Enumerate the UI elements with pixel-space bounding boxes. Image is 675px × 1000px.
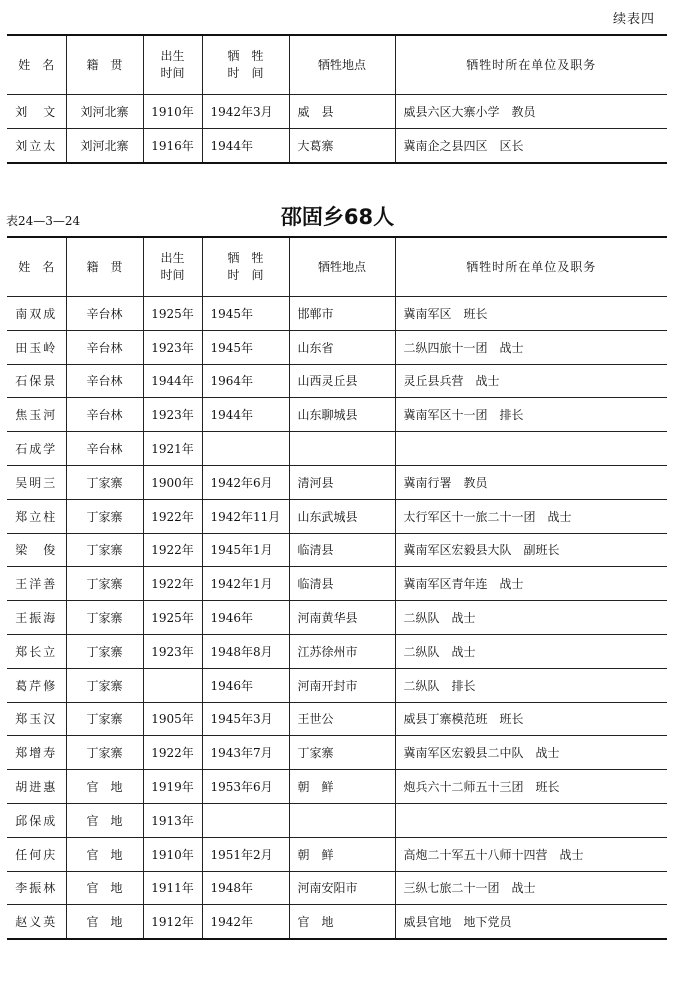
header-row bbox=[7, 35, 667, 95]
cell-unit: 冀南军区宏毅县大队 副班长 bbox=[395, 533, 667, 567]
cell-origin: 官 地 bbox=[66, 871, 143, 905]
cell-unit: 冀南军区十一团 排长 bbox=[395, 398, 667, 432]
cell-death-time: 1946年 bbox=[202, 601, 289, 635]
cell-name: 刘立太 bbox=[7, 129, 66, 164]
cell-origin: 辛台林 bbox=[66, 297, 143, 331]
cell-death-time: 1942年11月 bbox=[202, 499, 289, 533]
cell-unit: 冀南企之县四区 区长 bbox=[395, 129, 667, 164]
cell-birth bbox=[143, 668, 202, 702]
cell-death-time: 1945年3月 bbox=[202, 702, 289, 736]
cell-death-time: 1942年 bbox=[202, 905, 289, 939]
table-row bbox=[7, 736, 667, 770]
cell-birth: 1921年 bbox=[143, 432, 202, 466]
cell-birth: 1922年 bbox=[143, 567, 202, 601]
table-row bbox=[7, 770, 667, 804]
cell-death-place: 江苏徐州市 bbox=[289, 634, 395, 668]
cell-origin: 丁家寨 bbox=[66, 567, 143, 601]
cell-origin: 丁家寨 bbox=[66, 499, 143, 533]
cell-name: 焦玉河 bbox=[7, 398, 66, 432]
table-row bbox=[7, 702, 667, 736]
table-number: 表24—3—24 bbox=[6, 214, 81, 228]
cell-unit: 威县六区大寨小学 教员 bbox=[395, 95, 667, 129]
cell-unit: 高炮二十军五十八师十四营 战士 bbox=[395, 837, 667, 871]
header-death-place: 牺牲地点 bbox=[289, 237, 395, 297]
cell-death-place: 清河县 bbox=[289, 465, 395, 499]
cell-death-place: 临清县 bbox=[289, 567, 395, 601]
cell-death-place: 山西灵丘县 bbox=[289, 364, 395, 398]
cell-unit: 冀南行署 教员 bbox=[395, 465, 667, 499]
cell-origin: 官 地 bbox=[66, 837, 143, 871]
table-continued bbox=[7, 34, 667, 164]
cell-birth: 1922年 bbox=[143, 499, 202, 533]
cell-death-time bbox=[202, 432, 289, 466]
cell-death-time: 1948年 bbox=[202, 871, 289, 905]
cell-death-time: 1942年6月 bbox=[202, 465, 289, 499]
cell-name: 石成学 bbox=[7, 432, 66, 466]
cell-name: 郑玉汉 bbox=[7, 702, 66, 736]
cell-origin: 丁家寨 bbox=[66, 533, 143, 567]
header-unit: 牺牲时所在单位及职务 bbox=[395, 237, 667, 297]
cell-death-place: 朝 鲜 bbox=[289, 837, 395, 871]
cell-birth: 1910年 bbox=[143, 95, 202, 129]
table-row bbox=[7, 432, 667, 466]
cell-death-place: 朝 鲜 bbox=[289, 770, 395, 804]
cell-birth: 1925年 bbox=[143, 297, 202, 331]
cell-origin: 丁家寨 bbox=[66, 465, 143, 499]
cell-origin: 刘河北寨 bbox=[66, 129, 143, 164]
cell-unit: 威县官地 地下党员 bbox=[395, 905, 667, 939]
cell-unit: 二纵四旅十一团 战士 bbox=[395, 330, 667, 364]
cell-unit: 二纵队 战士 bbox=[395, 601, 667, 635]
cell-birth: 1923年 bbox=[143, 398, 202, 432]
cell-unit bbox=[395, 432, 667, 466]
cell-death-place: 大葛寨 bbox=[289, 129, 395, 164]
table-row bbox=[7, 533, 667, 567]
cell-birth: 1925年 bbox=[143, 601, 202, 635]
cell-death-time: 1944年 bbox=[202, 398, 289, 432]
cell-name: 邱保成 bbox=[7, 803, 66, 837]
cell-death-place: 山东聊城县 bbox=[289, 398, 395, 432]
cell-unit bbox=[395, 803, 667, 837]
table-row bbox=[7, 601, 667, 635]
cell-name: 葛芹修 bbox=[7, 668, 66, 702]
cell-death-time: 1964年 bbox=[202, 364, 289, 398]
cell-death-time: 1946年 bbox=[202, 668, 289, 702]
cell-death-time bbox=[202, 803, 289, 837]
cell-birth: 1923年 bbox=[143, 330, 202, 364]
cell-death-place bbox=[289, 432, 395, 466]
cell-birth: 1900年 bbox=[143, 465, 202, 499]
header-row bbox=[7, 237, 667, 297]
table-main bbox=[7, 236, 667, 940]
cell-unit: 冀南军区 班长 bbox=[395, 297, 667, 331]
cell-unit: 二纵队 排长 bbox=[395, 668, 667, 702]
cell-birth: 1910年 bbox=[143, 837, 202, 871]
cell-death-place: 丁家寨 bbox=[289, 736, 395, 770]
header-death-place: 牺牲地点 bbox=[289, 35, 395, 95]
cell-death-place: 邯郸市 bbox=[289, 297, 395, 331]
cell-origin: 丁家寨 bbox=[66, 702, 143, 736]
cell-origin: 辛台林 bbox=[66, 364, 143, 398]
cell-origin: 官 地 bbox=[66, 905, 143, 939]
table-row bbox=[7, 905, 667, 939]
cell-birth: 1912年 bbox=[143, 905, 202, 939]
cell-birth: 1913年 bbox=[143, 803, 202, 837]
cell-death-time: 1951年2月 bbox=[202, 837, 289, 871]
cell-death-time: 1945年 bbox=[202, 330, 289, 364]
cell-origin: 辛台林 bbox=[66, 432, 143, 466]
cell-birth: 1916年 bbox=[143, 129, 202, 164]
continuation-label: 续表四 bbox=[612, 12, 655, 27]
cell-death-place: 王世公 bbox=[289, 702, 395, 736]
cell-name: 王洋善 bbox=[7, 567, 66, 601]
cell-origin: 官 地 bbox=[66, 770, 143, 804]
cell-birth: 1922年 bbox=[143, 533, 202, 567]
cell-name: 梁 俊 bbox=[7, 533, 66, 567]
cell-unit: 炮兵六十二师五十三团 班长 bbox=[395, 770, 667, 804]
cell-origin: 丁家寨 bbox=[66, 668, 143, 702]
cell-name: 吴明三 bbox=[7, 465, 66, 499]
cell-birth: 1911年 bbox=[143, 871, 202, 905]
cell-death-time: 1943年7月 bbox=[202, 736, 289, 770]
table-row bbox=[7, 668, 667, 702]
cell-unit: 威县丁寨模范班 班长 bbox=[395, 702, 667, 736]
cell-death-time: 1953年6月 bbox=[202, 770, 289, 804]
cell-name: 田玉岭 bbox=[7, 330, 66, 364]
table-row bbox=[7, 364, 667, 398]
table-row bbox=[7, 465, 667, 499]
table-row bbox=[7, 398, 667, 432]
table-row bbox=[7, 803, 667, 837]
cell-origin: 丁家寨 bbox=[66, 634, 143, 668]
header-death-time: 牺 牲 时 间 bbox=[202, 237, 289, 297]
cell-name: 石保景 bbox=[7, 364, 66, 398]
cell-origin: 丁家寨 bbox=[66, 736, 143, 770]
cell-origin: 丁家寨 bbox=[66, 601, 143, 635]
cell-death-time: 1948年8月 bbox=[202, 634, 289, 668]
table-title: 邵固乡68人 bbox=[280, 205, 395, 229]
header-name: 姓 名 bbox=[7, 35, 66, 95]
table-row bbox=[7, 499, 667, 533]
cell-origin: 刘河北寨 bbox=[66, 95, 143, 129]
table-row bbox=[7, 95, 667, 129]
cell-birth: 1923年 bbox=[143, 634, 202, 668]
header-origin: 籍 贯 bbox=[66, 35, 143, 95]
cell-name: 李振林 bbox=[7, 871, 66, 905]
cell-name: 王振海 bbox=[7, 601, 66, 635]
table-row bbox=[7, 567, 667, 601]
cell-death-place: 河南开封市 bbox=[289, 668, 395, 702]
cell-death-place: 河南黄华县 bbox=[289, 601, 395, 635]
cell-death-time: 1945年 bbox=[202, 297, 289, 331]
cell-name: 刘 文 bbox=[7, 95, 66, 129]
cell-death-time: 1944年 bbox=[202, 129, 289, 164]
cell-name: 赵义英 bbox=[7, 905, 66, 939]
cell-name: 胡进惠 bbox=[7, 770, 66, 804]
cell-name: 郑立柱 bbox=[7, 499, 66, 533]
cell-unit: 二纵队 战士 bbox=[395, 634, 667, 668]
cell-death-time: 1942年3月 bbox=[202, 95, 289, 129]
table-row bbox=[7, 837, 667, 871]
table-row bbox=[7, 634, 667, 668]
cell-name: 郑长立 bbox=[7, 634, 66, 668]
cell-unit: 冀南军区青年连 战士 bbox=[395, 567, 667, 601]
table-row bbox=[7, 330, 667, 364]
cell-name: 任何庆 bbox=[7, 837, 66, 871]
cell-death-place: 河南安阳市 bbox=[289, 871, 395, 905]
cell-origin: 官 地 bbox=[66, 803, 143, 837]
cell-death-place: 山东省 bbox=[289, 330, 395, 364]
cell-origin: 辛台林 bbox=[66, 330, 143, 364]
cell-birth: 1905年 bbox=[143, 702, 202, 736]
header-birth: 出生 时间 bbox=[143, 237, 202, 297]
cell-death-place bbox=[289, 803, 395, 837]
cell-birth: 1922年 bbox=[143, 736, 202, 770]
cell-death-place: 临清县 bbox=[289, 533, 395, 567]
cell-unit: 灵丘县兵营 战士 bbox=[395, 364, 667, 398]
header-birth: 出生 时间 bbox=[143, 35, 202, 95]
cell-death-place: 官 地 bbox=[289, 905, 395, 939]
cell-death-place: 威 县 bbox=[289, 95, 395, 129]
cell-unit: 三纵七旅二十一团 战士 bbox=[395, 871, 667, 905]
header-name: 姓 名 bbox=[7, 237, 66, 297]
header-origin: 籍 贯 bbox=[66, 237, 143, 297]
cell-death-place: 山东武城县 bbox=[289, 499, 395, 533]
cell-unit: 太行军区十一旅二十一团 战士 bbox=[395, 499, 667, 533]
header-death-time: 牺 牲 时 间 bbox=[202, 35, 289, 95]
table-row bbox=[7, 297, 667, 331]
header-unit: 牺牲时所在单位及职务 bbox=[395, 35, 667, 95]
cell-birth: 1919年 bbox=[143, 770, 202, 804]
cell-unit: 冀南军区宏毅县二中队 战士 bbox=[395, 736, 667, 770]
cell-birth: 1944年 bbox=[143, 364, 202, 398]
cell-name: 南双成 bbox=[7, 297, 66, 331]
cell-name: 郑增寿 bbox=[7, 736, 66, 770]
table-row bbox=[7, 129, 667, 164]
cell-death-time: 1942年1月 bbox=[202, 567, 289, 601]
cell-origin: 辛台林 bbox=[66, 398, 143, 432]
table-row bbox=[7, 871, 667, 905]
cell-death-time: 1945年1月 bbox=[202, 533, 289, 567]
